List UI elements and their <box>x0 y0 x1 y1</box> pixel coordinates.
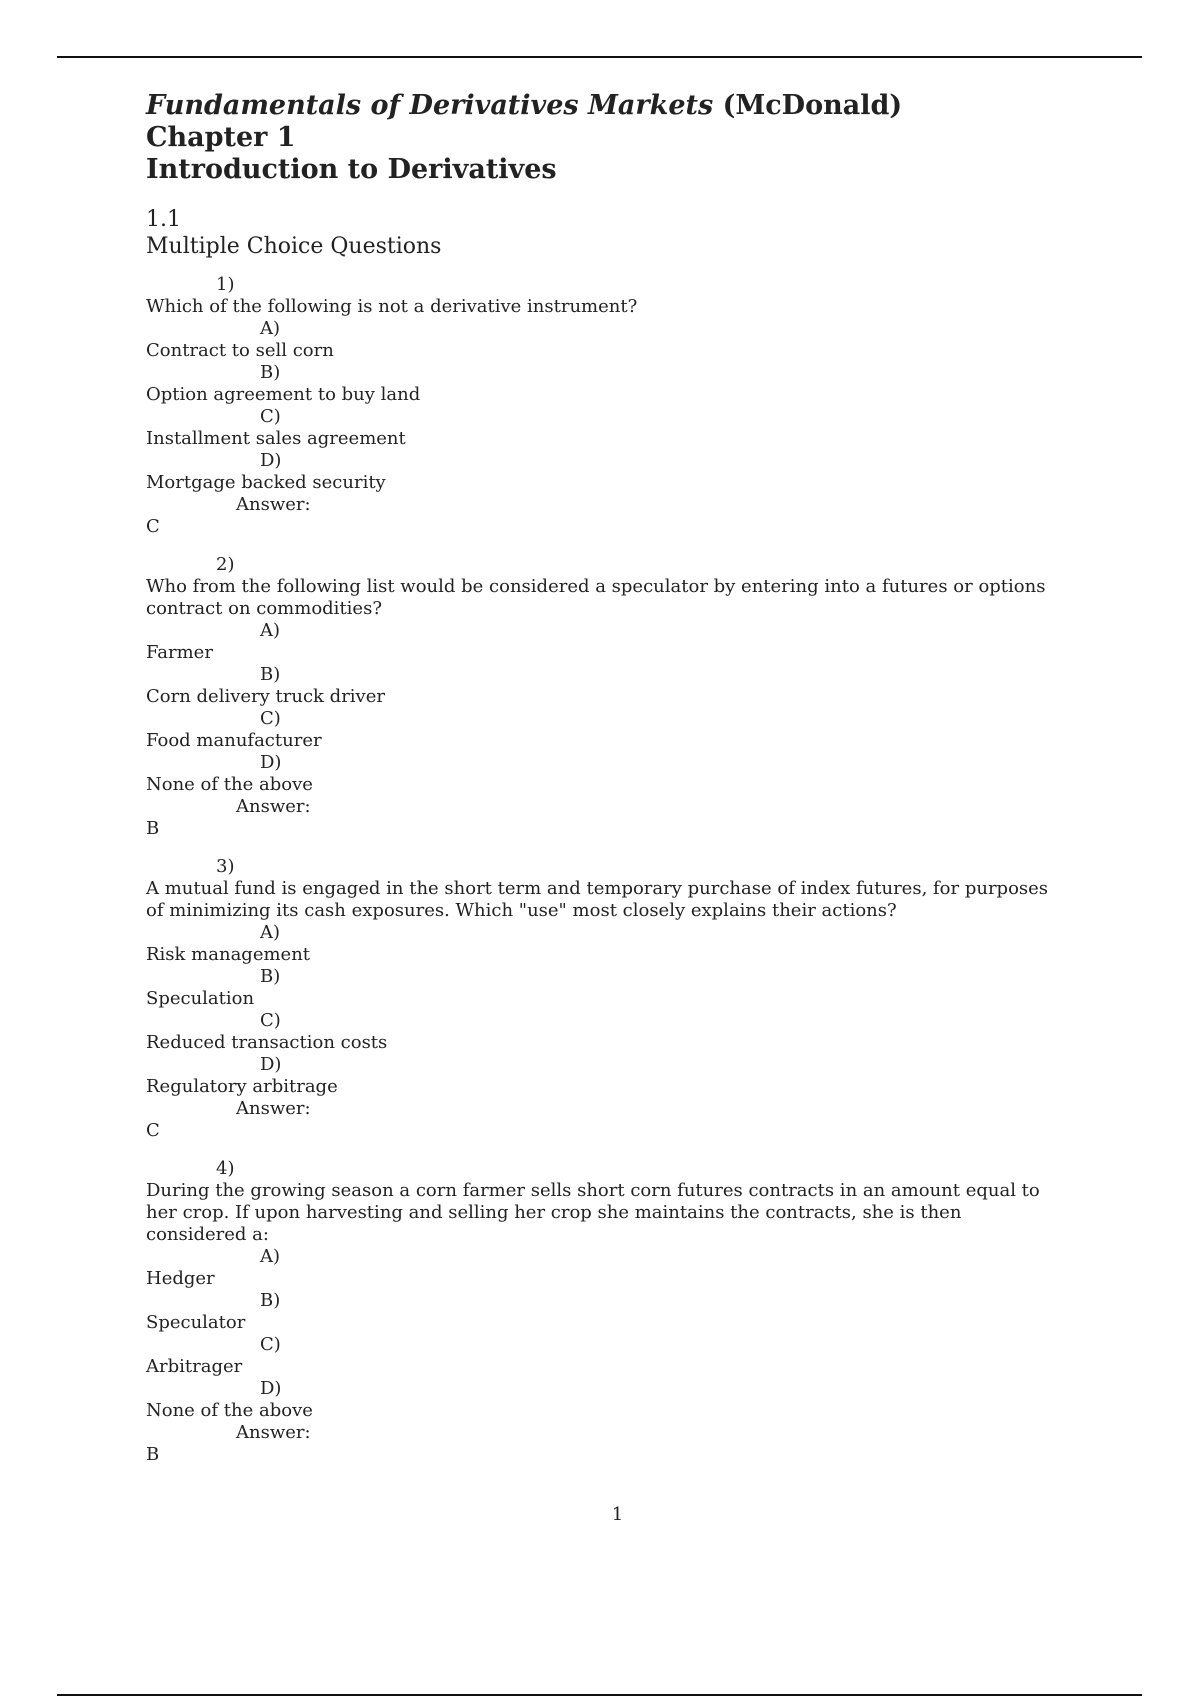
question-list <box>146 274 1066 1466</box>
answer-label: Answer: <box>236 796 311 817</box>
answer-value: B <box>146 1444 160 1465</box>
option-text: Arbitrager <box>146 1356 243 1377</box>
option-letter: D) <box>260 752 282 773</box>
book-title <box>146 90 1066 122</box>
answer-value: C <box>146 1120 160 1141</box>
option-text: Hedger <box>146 1268 215 1289</box>
chapter-number: Chapter 1 <box>146 122 296 153</box>
page-number: 1 <box>611 1504 624 1525</box>
chapter-title: Introduction to Derivatives <box>146 154 557 185</box>
section-title: Multiple Choice Questions <box>146 234 442 259</box>
page-content <box>146 90 1066 1466</box>
option-letter: D) <box>260 1378 282 1399</box>
option-letter: A) <box>260 922 281 943</box>
option-letter: B) <box>260 1290 281 1311</box>
option-letter: D) <box>260 450 282 471</box>
question-number: 4) <box>216 1158 235 1179</box>
option-letter: B) <box>260 362 281 383</box>
option-text: Food manufacturer <box>146 730 322 751</box>
question-block <box>146 554 1066 840</box>
option-letter: A) <box>260 318 281 339</box>
question-number: 2) <box>216 554 235 575</box>
option-text: Reduced transaction costs <box>146 1032 388 1053</box>
book-title-italic: Fundamentals of Derivatives Markets <box>146 90 714 121</box>
option-letter: C) <box>260 1334 281 1355</box>
option-letter: D) <box>260 1054 282 1075</box>
question-block <box>146 274 1066 538</box>
option-letter: C) <box>260 708 281 729</box>
answer-label: Answer: <box>236 494 311 515</box>
option-text: Regulatory arbitrage <box>146 1076 338 1097</box>
answer-value: C <box>146 516 160 537</box>
top-rule <box>57 56 1142 58</box>
option-text: None of the above <box>146 774 313 795</box>
option-text: Corn delivery truck driver <box>146 686 385 707</box>
section-number: 1.1 <box>146 207 181 232</box>
option-text: Farmer <box>146 642 213 663</box>
question-text: During the growing season a corn farmer sells short corn futures contracts in an amount equal to her crop. If upon harvesting and selling her crop she maintains the contracts, she is then considered a: <box>146 1180 1040 1245</box>
option-text: Option agreement to buy land <box>146 384 421 405</box>
option-letter: C) <box>260 1010 281 1031</box>
option-text: Speculation <box>146 988 255 1009</box>
option-letter: B) <box>260 664 281 685</box>
answer-value: B <box>146 818 160 839</box>
option-letter: B) <box>260 966 281 987</box>
question-text: Who from the following list would be considered a speculator by entering into a futures or options contract on commodities? <box>146 576 1046 619</box>
option-letter: A) <box>260 620 281 641</box>
question-text: Which of the following is not a derivative instrument? <box>146 296 638 317</box>
bottom-rule <box>57 1694 1142 1696</box>
option-text: Speculator <box>146 1312 246 1333</box>
question-block <box>146 1158 1066 1466</box>
question-text: A mutual fund is engaged in the short term and temporary purchase of index futures, for purposes of minimizing its cash exposures. Which "use" most closely explains their actions? <box>146 878 1049 921</box>
answer-label: Answer: <box>236 1422 311 1443</box>
option-text: Risk management <box>146 944 311 965</box>
option-text: Installment sales agreement <box>146 428 406 449</box>
option-text: Mortgage backed security <box>146 472 386 493</box>
question-number: 3) <box>216 856 235 877</box>
question-block <box>146 856 1066 1142</box>
option-text: None of the above <box>146 1400 313 1421</box>
option-letter: C) <box>260 406 281 427</box>
answer-label: Answer: <box>236 1098 311 1119</box>
book-author: (McDonald) <box>713 90 903 121</box>
option-letter: A) <box>260 1246 281 1267</box>
question-number: 1) <box>216 274 235 295</box>
option-text: Contract to sell corn <box>146 340 334 361</box>
